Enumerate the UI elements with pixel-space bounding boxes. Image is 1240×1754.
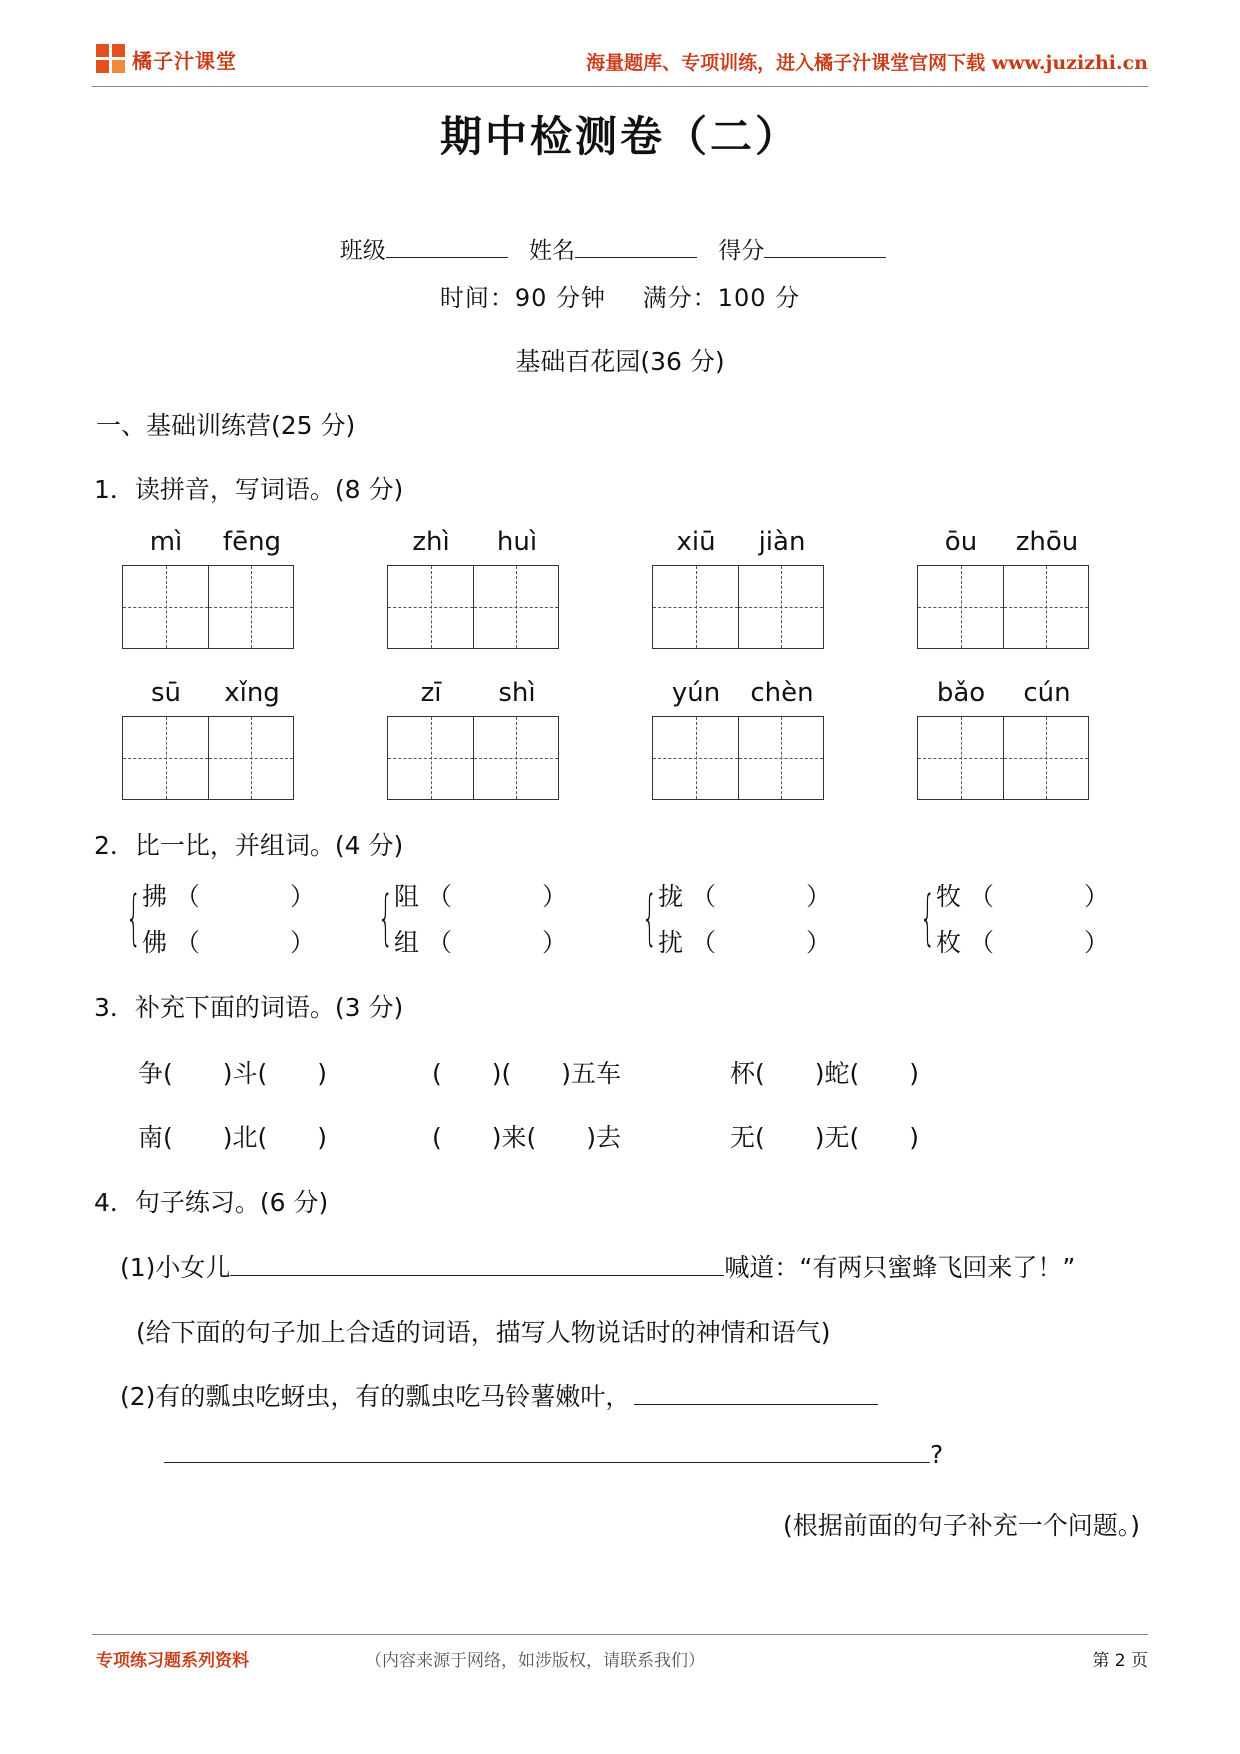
time-text: 时间：90 分钟 [439,284,607,312]
char: 佛 [142,928,168,957]
pinyin-item [122,527,294,655]
pinyin-1: mì [149,527,183,557]
pinyin-2: zhōu [1015,527,1079,557]
idiom-fill[interactable]: 争( )斗( ) [138,1059,328,1088]
char: 组 [394,928,420,957]
part1-title: 一、基础训练营(25 分) [96,411,356,440]
pinyin-1: zī [420,678,442,708]
brand-logo [96,44,237,74]
student-info-row [0,232,1240,265]
pinyin-item [122,678,294,806]
sentence-2-cont [164,1440,943,1469]
pinyin-item [387,527,559,655]
sentence-1 [120,1248,1160,1284]
compare-row: 枚 （ ） [936,928,1110,957]
char: 枚 [936,928,962,957]
sentence-1-hint: (给下面的句子加上合适的词语，描写人物说话时的神情和语气) [136,1318,831,1347]
compare-pair [126,874,322,970]
pinyin-2: chèn [750,678,814,708]
pinyin-1: yún [671,678,721,708]
compare-row: 扰 （ ） [658,928,832,957]
header-divider [92,86,1148,87]
compare-pair [378,874,574,970]
compare-row: 牧 （ ） [936,882,1110,911]
footer-series: 专项练习题系列资料 [96,1651,249,1671]
brace-icon: { [920,883,936,953]
sentence-1-end: 喊道：“有两只蜜蜂飞回来了！” [724,1253,1076,1282]
writing-grid[interactable] [122,565,294,649]
sentence-2-blank-b[interactable] [164,1462,930,1463]
footer-copyright: （内容来源于网络，如涉版权，请联系我们） [365,1651,705,1671]
writing-grid[interactable] [122,716,294,800]
idiom-fill[interactable]: ( )( )五车 [432,1059,622,1088]
pinyin-1: bǎo [936,678,986,708]
writing-grid[interactable] [387,716,559,800]
score-label: 得分 [718,238,765,264]
pinyin-2: xǐng [224,678,280,708]
pinyin-2: huì [496,527,538,557]
compare-row: 阻 （ ） [394,882,568,911]
page-number: 第 2 页 [1092,1651,1148,1671]
idiom-fill[interactable]: 无( )无( ) [730,1123,920,1152]
pinyin-item [652,527,824,655]
pinyin-1: sū [150,678,182,708]
time-row [0,278,1240,313]
brace-icon: { [378,883,394,953]
pinyin-1: ōu [944,527,978,557]
sentence-2-hint: (根据前面的句子补充一个问题。) [782,1511,1140,1540]
char: 阻 [394,882,420,911]
header-slogan: 海量题库、专项训练，进入橘子汁课堂官网下载 www.juzizhi.cn [586,52,1148,74]
char: 扰 [658,928,684,957]
writing-grid[interactable] [387,565,559,649]
brace-icon: { [126,883,142,953]
compare-pair [920,874,1116,970]
sentence-2-end: ? [930,1440,944,1469]
pinyin-item [652,678,824,806]
char: 牧 [936,882,962,911]
logo-text: 橘子汁课堂 [132,48,237,73]
q1-title: 1．读拼音，写词语。(8 分) [94,475,404,504]
pinyin-2: jiàn [758,527,806,557]
full-score-text: 满分：100 分 [642,284,801,312]
class-label: 班级 [339,238,386,264]
pinyin-2: fēng [222,527,282,557]
compare-row: 佛 （ ） [142,928,316,957]
writing-grid[interactable] [917,565,1089,649]
page-title: 期中检测卷（二） [439,112,800,161]
q4-title: 4．句子练习。(6 分) [94,1188,329,1217]
score-blank [764,235,886,258]
compare-pair [642,874,838,970]
writing-grid[interactable] [652,716,824,800]
brace-icon: { [642,883,658,953]
pinyin-item [917,527,1089,655]
footer-divider [92,1634,1148,1635]
char: 拂 [142,882,168,911]
sentence-2-start: (2)有的瓢虫吃蚜虫，有的瓢虫吃马铃薯嫩叶， [120,1382,631,1411]
writing-grid[interactable] [917,716,1089,800]
sentence-2-blank-a[interactable] [634,1404,878,1405]
sentence-1-blank[interactable] [230,1275,724,1276]
pinyin-1: xiū [676,527,716,557]
pinyin-1: zhì [412,527,450,557]
sentence-1-start: (1)小女儿 [120,1253,231,1282]
pinyin-2: shì [498,678,536,708]
class-blank [386,235,508,258]
idiom-fill[interactable]: ( )来( )去 [432,1123,622,1152]
q2-title: 2．比一比，并组词。(4 分) [94,831,404,860]
logo-icon [96,44,126,74]
compare-row: 组 （ ） [394,928,568,957]
sentence-2 [120,1377,878,1413]
section-title: 基础百花园(36 分) [515,347,725,376]
writing-grid[interactable] [652,565,824,649]
idiom-fill[interactable]: 南( )北( ) [138,1123,328,1152]
char: 拢 [658,882,684,911]
idiom-fill[interactable]: 杯( )蛇( ) [730,1059,920,1088]
compare-row: 拂 （ ） [142,882,316,911]
name-label: 姓名 [529,238,575,264]
pinyin-2: cún [1023,678,1071,708]
name-blank [575,235,697,258]
pinyin-item [917,678,1089,806]
q3-title: 3．补充下面的词语。(3 分) [94,993,404,1022]
pinyin-item [387,678,559,806]
compare-row: 拢 （ ） [658,882,832,911]
